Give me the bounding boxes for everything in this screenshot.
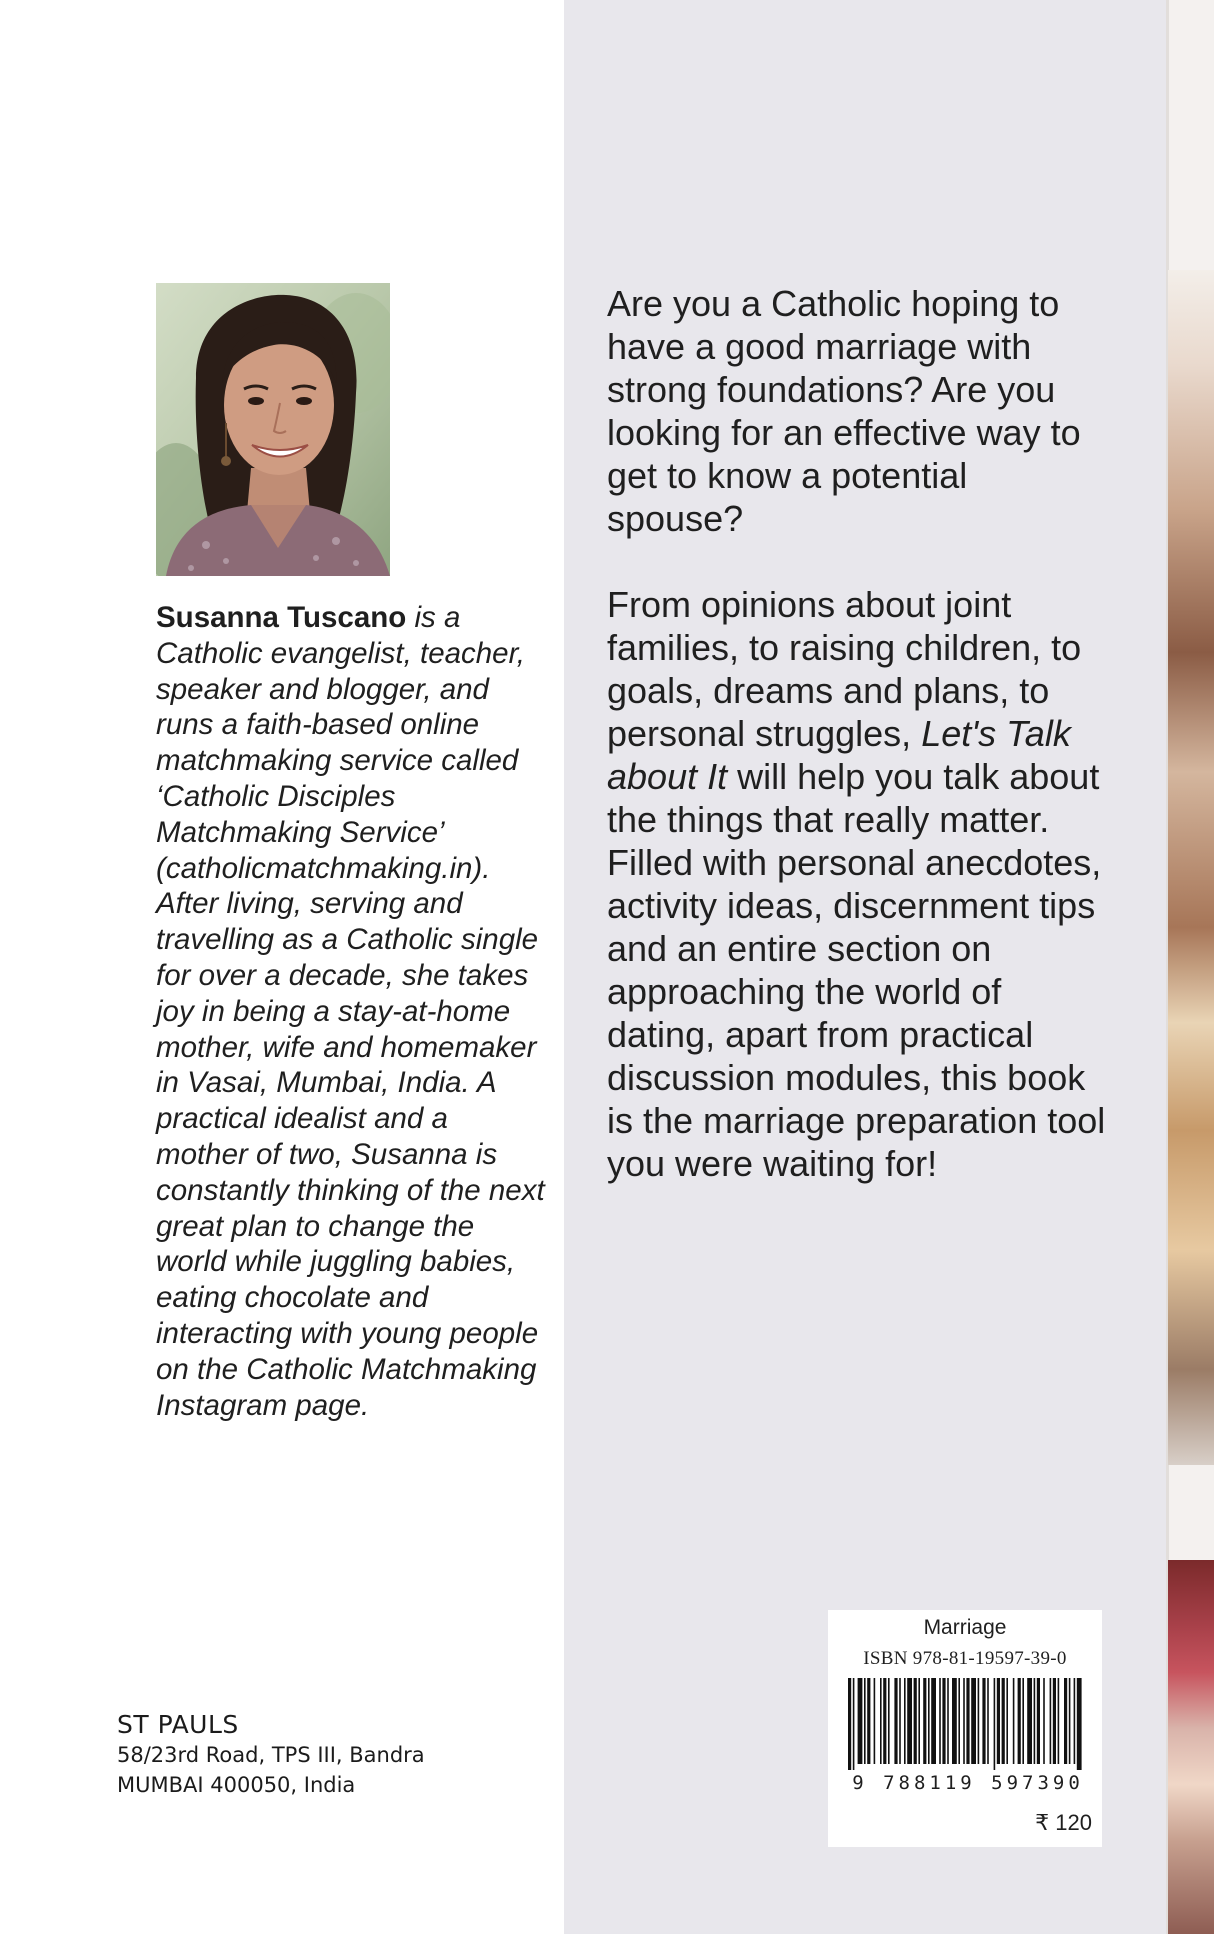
blurb-paragraph-1: Are you a Catholic hoping to have a good marriage with strong foundations? Are you looking for an effective way to get to know a potential spouse?	[607, 283, 1081, 539]
barcode-bar	[978, 1678, 980, 1764]
front-cover-edge	[1166, 0, 1214, 1934]
barcode-bar	[867, 1678, 870, 1764]
barcode-bar	[1077, 1678, 1082, 1770]
book-title: Let's Talk about It	[607, 713, 1071, 797]
barcode-bar	[997, 1678, 1000, 1764]
barcode-bar	[894, 1678, 897, 1764]
book-category: Marriage	[923, 1616, 1007, 1639]
barcode-bar	[1022, 1678, 1024, 1764]
barcode-bar	[1053, 1678, 1056, 1764]
barcode-bar	[1074, 1678, 1076, 1764]
barcode-bar	[1027, 1678, 1032, 1764]
barcode-bar	[939, 1678, 941, 1764]
barcode-bar	[1064, 1678, 1067, 1764]
author-bio	[156, 600, 546, 1423]
book-blurb	[607, 282, 1107, 1228]
barcode-bar	[874, 1678, 876, 1764]
barcode-bar	[931, 1678, 936, 1764]
barcode-bar	[966, 1678, 969, 1764]
barcode-bar	[888, 1678, 890, 1764]
barcode-digits: 9 788119 597390	[852, 1772, 1084, 1794]
barcode-bar	[918, 1678, 920, 1764]
barcode-bar	[1058, 1678, 1060, 1764]
author-photo	[156, 283, 390, 576]
publisher-name: ST PAULS	[117, 1710, 239, 1739]
edge-artwork-upper	[1168, 270, 1214, 1465]
blurb-paragraph-2	[607, 583, 1107, 1185]
isbn-label: ISBN 978-81-19597-39-0	[863, 1648, 1067, 1669]
blurb-paragraph-2-end: will help you talk about the things that really matter. Filled with personal anecdotes, activity ideas, discernment tips and an entire section on approaching the world of dating, apart from practical discussion modules, this book is the marriage preparation tool you were waiting for!	[607, 756, 1106, 1184]
barcode-bar	[848, 1678, 851, 1770]
barcode-bar	[971, 1678, 976, 1764]
blurb-paragraph-2-start: From opinions about joint families, to raising children, to goals, dreams and plans, to personal struggles,	[607, 584, 1082, 754]
barcode-bar	[1006, 1678, 1008, 1764]
edge-artwork-lower	[1168, 1560, 1214, 1934]
barcode-bar	[1002, 1678, 1005, 1764]
barcode-bar	[1069, 1678, 1071, 1764]
barcode-bar	[942, 1678, 945, 1764]
barcode-bar	[947, 1678, 949, 1764]
barcode-bar	[923, 1678, 926, 1764]
barcode-bar	[994, 1678, 996, 1770]
barcode-bar	[952, 1678, 957, 1764]
barcode-bar	[864, 1678, 866, 1764]
barcode-bar	[1037, 1678, 1040, 1764]
price-label: ₹ 120	[1035, 1810, 1092, 1835]
author-portrait-illustration	[156, 283, 390, 576]
barcode-bar	[899, 1678, 901, 1764]
barcode-box	[828, 1610, 1102, 1847]
barcode-bar	[904, 1678, 906, 1764]
barcode-bar	[883, 1678, 886, 1764]
barcode-bar	[958, 1678, 960, 1764]
publisher-address-line-1: 58/23rd Road, TPS III, Bandra	[117, 1743, 425, 1767]
barcode-bar	[1043, 1678, 1045, 1764]
barcode-bar	[858, 1678, 863, 1764]
barcode-bar	[1018, 1678, 1021, 1764]
barcode-bar	[1013, 1678, 1015, 1764]
barcode-bar	[1050, 1678, 1052, 1764]
barcode-bar	[928, 1678, 930, 1764]
barcode-bar	[963, 1678, 965, 1764]
publisher-address-line-2: MUMBAI 400050, India	[117, 1773, 356, 1797]
barcode-bar	[914, 1678, 917, 1764]
barcode-bars	[846, 1678, 1084, 1770]
author-name: Susanna Tuscano	[156, 601, 407, 634]
barcode-bar	[987, 1678, 989, 1764]
barcode-bar	[1034, 1678, 1036, 1764]
barcode-bar	[982, 1678, 985, 1764]
barcode-bar	[880, 1678, 882, 1764]
publisher-block	[117, 1710, 517, 1800]
barcode-bar	[853, 1678, 855, 1770]
author-bio-text: is a Catholic evangelist, teacher, speaker and blogger, and runs a faith-based online matchmaking service called ‘Catholic Disciples Matchmaking Service’ (catholicmatchmaking.in). After living, serving and travelling as a Catholic single for over a decade, she takes joy in being a stay-at-home mother, wife and homemaker in Vasai, Mumbai, India. A practical idealist and a mother of two, Susanna is constantly thinking of the next great plan to change the world while juggling babies, eating chocolate and interacting with young people on the Catholic Matchmaking Instagram page.	[156, 601, 545, 1422]
barcode-bar	[907, 1678, 912, 1764]
